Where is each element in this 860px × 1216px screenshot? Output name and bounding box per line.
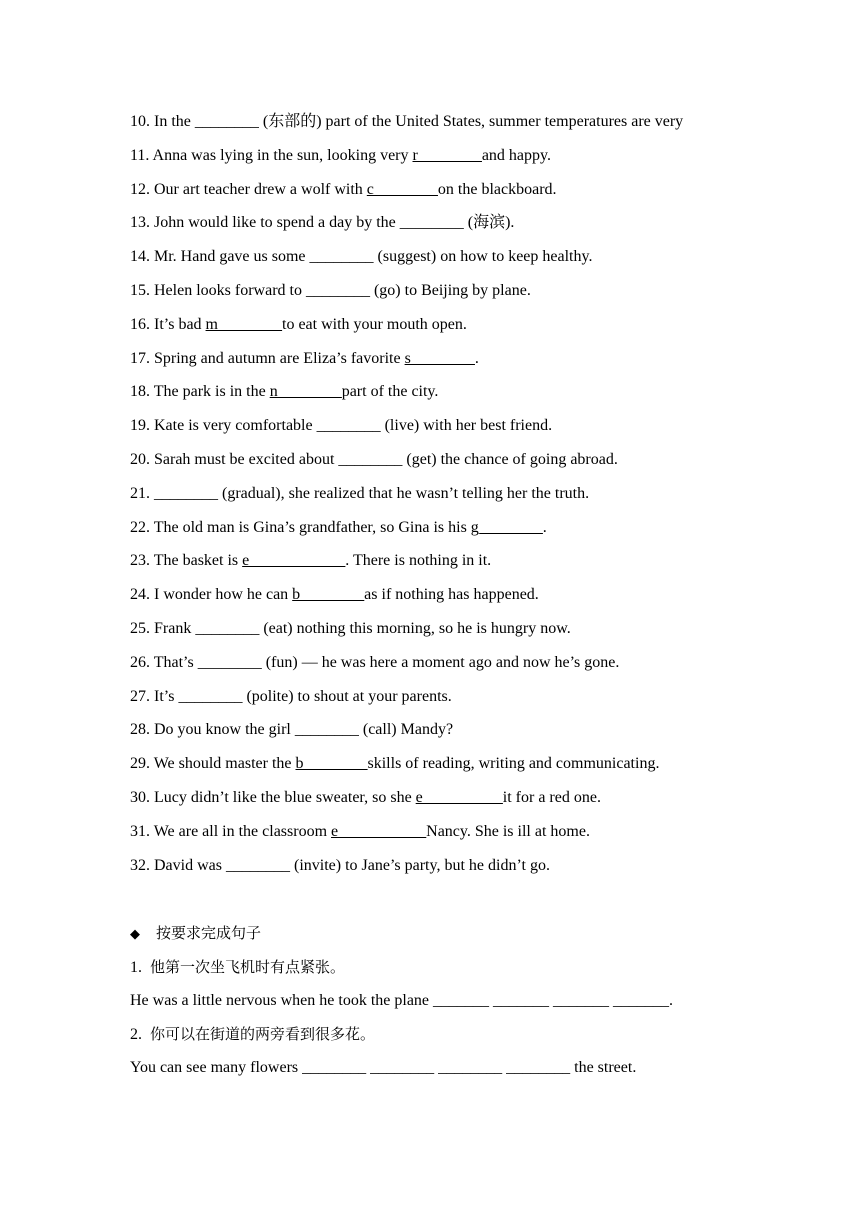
exercise-item	[130, 315, 467, 335]
exercise-text: 13. John would like to spend a day by the ________ (海滨).	[130, 214, 515, 231]
exercise-text: 10. In the ________ (东部的) part of the United States, summer temperatures are very	[130, 113, 684, 130]
exercise-text: it for a red one.	[502, 789, 601, 806]
section-title: 按要求完成句子	[156, 924, 262, 942]
exercise-item	[130, 518, 547, 538]
exercise-item	[130, 856, 550, 876]
exercise-text: . There is nothing in it.	[345, 552, 492, 569]
exercise-item	[130, 788, 601, 808]
diamond-bullet-icon: ◆	[130, 927, 140, 942]
exercise-text: 31. We are all in the classroom	[130, 823, 332, 840]
exercise-item	[130, 213, 514, 233]
translation-prompt	[130, 1024, 375, 1045]
exercise-item	[130, 450, 618, 470]
exercise-item	[130, 754, 659, 774]
exercise-text: 28. Do you know the girl ________ (call) Mandy?	[130, 721, 454, 738]
prompt-chinese: 他第一次坐飞机时有点紧张。	[150, 958, 346, 976]
exercise-text: skills of reading, writing and communicating.	[367, 755, 660, 772]
exercise-text: 11. Anna was lying in the sun, looking very	[130, 147, 413, 164]
exercise-text: 14. Mr. Hand gave us some ________ (suggest) on how to keep healthy.	[130, 248, 593, 265]
exercise-item	[130, 416, 552, 436]
translation-answer-line: You can see many flowers ________ ________ ________ ________ the street.	[130, 1059, 637, 1076]
exercise-item	[130, 653, 619, 673]
exercise-text: part of the city.	[341, 383, 439, 400]
exercise-text: on the blackboard.	[437, 181, 557, 198]
answer-blank[interactable]: c________	[366, 181, 438, 198]
exercise-text: 30. Lucy didn’t like the blue sweater, so she	[130, 789, 416, 806]
exercise-text: 25. Frank ________ (eat) nothing this morning, so he is hungry now.	[130, 620, 571, 637]
exercise-text: 15. Helen looks forward to ________ (go) to Beijing by plane.	[130, 282, 531, 299]
exercise-text: 16. It’s bad	[130, 316, 206, 333]
answer-blank[interactable]: r________	[412, 147, 482, 164]
answer-blank[interactable]: e____________	[242, 552, 346, 569]
prompt-chinese: 你可以在街道的两旁看到很多花。	[150, 1025, 376, 1043]
exercise-text: 24. I wonder how he can	[130, 586, 293, 603]
prompt-number: 2.	[130, 1026, 142, 1043]
exercise-text: 27. It’s ________ (polite) to shout at your parents.	[130, 688, 452, 705]
answer-blank[interactable]: b________	[292, 586, 365, 603]
exercise-text: 21. ________ (gradual), she realized that he wasn’t telling her the truth.	[130, 485, 590, 502]
exercise-item	[130, 146, 551, 166]
exercise-item	[130, 687, 452, 707]
exercise-item	[130, 247, 592, 267]
exercise-text: 17. Spring and autumn are Eliza’s favorite	[130, 350, 405, 367]
exercise-text: 20. Sarah must be excited about ________ (get) the chance of going abroad.	[130, 451, 618, 468]
exercise-text: 26. That’s ________ (fun) — he was here a moment ago and now he’s gone.	[130, 654, 620, 671]
exercise-item	[130, 619, 571, 639]
exercise-item	[130, 112, 683, 132]
translation-prompt	[130, 957, 345, 978]
exercise-text: Nancy. She is ill at home.	[426, 823, 590, 840]
exercise-item	[130, 349, 479, 369]
exercise-item	[130, 180, 557, 200]
answer-blank[interactable]: g________	[470, 519, 543, 536]
exercise-text: .	[542, 519, 547, 536]
answer-blank[interactable]: m________	[205, 316, 282, 333]
exercise-text: as if nothing has happened.	[364, 586, 539, 603]
exercise-item	[130, 382, 438, 402]
exercise-item	[130, 484, 589, 504]
exercise-item	[130, 720, 453, 740]
exercise-text: 12. Our art teacher drew a wolf with	[130, 181, 367, 198]
exercise-text: 18. The park is in the	[130, 383, 270, 400]
exercise-item	[130, 551, 491, 571]
exercise-item	[130, 822, 590, 842]
answer-blank[interactable]: n________	[269, 383, 342, 400]
exercise-text: to eat with your mouth open.	[282, 316, 467, 333]
exercise-text: 32. David was ________ (invite) to Jane’s party, but he didn’t go.	[130, 857, 550, 874]
exercise-text: 23. The basket is	[130, 552, 243, 569]
exercise-text: and happy.	[481, 147, 551, 164]
translation-answer-line: He was a little nervous when he took the plane _______ _______ _______ _______.	[130, 992, 674, 1009]
exercise-item	[130, 585, 539, 605]
exercise-text: 29. We should master the	[130, 755, 296, 772]
answer-blank[interactable]: e___________	[331, 823, 427, 840]
exercise-text: 22. The old man is Gina’s grandfather, so Gina is his	[130, 519, 471, 536]
exercise-text: .	[474, 350, 479, 367]
answer-blank[interactable]: s________	[404, 350, 475, 367]
exercise-text: 19. Kate is very comfortable ________ (live) with her best friend.	[130, 417, 553, 434]
answer-blank[interactable]: e__________	[415, 789, 503, 806]
prompt-number: 1.	[130, 959, 142, 976]
section-heading	[130, 923, 261, 945]
exercise-item	[130, 281, 531, 301]
answer-blank[interactable]: b________	[295, 755, 368, 772]
